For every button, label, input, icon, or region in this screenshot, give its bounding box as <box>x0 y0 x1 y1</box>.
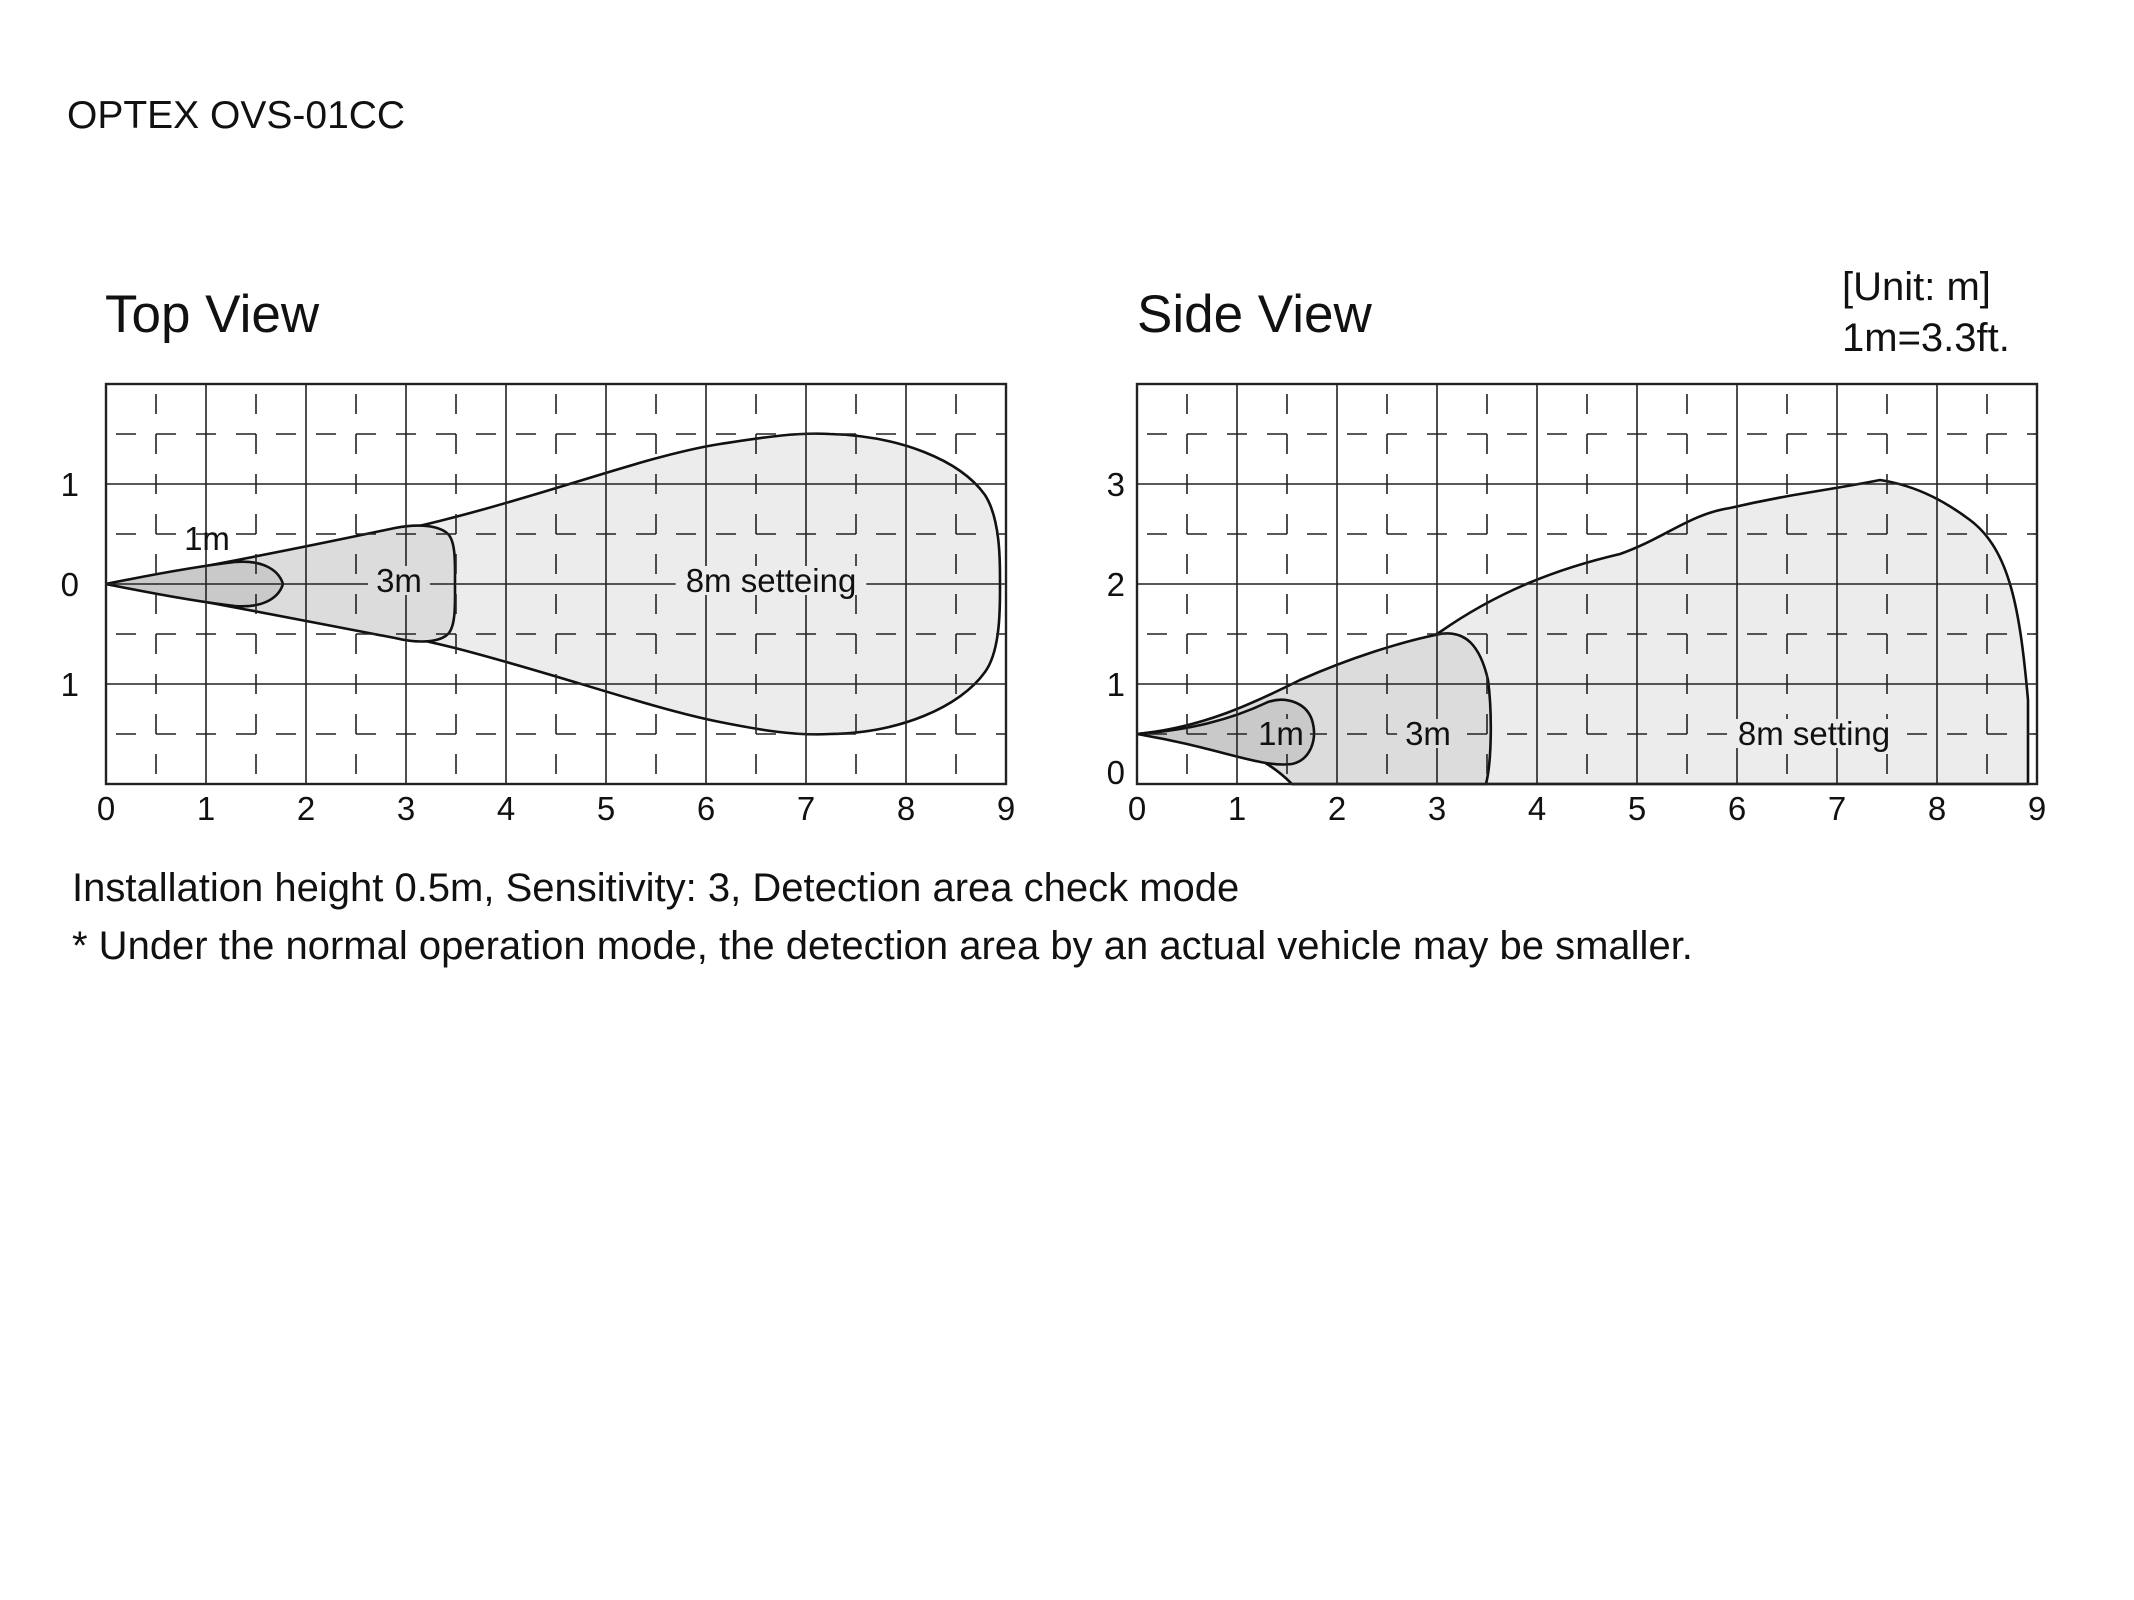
side-view-x-tick-9: 9 <box>2027 790 2047 827</box>
top-view-y-tick-0: 1 <box>60 466 79 503</box>
top-view-label-3m: 3m <box>376 562 422 599</box>
side-view-x-tick-3: 3 <box>1427 790 1447 827</box>
top-view-x-tick-9: 9 <box>996 790 1016 827</box>
disclaimer-note: * Under the normal operation mode, the detection area by an actual vehicle may be smaller. <box>72 924 1693 968</box>
top-view-x-tick-3: 3 <box>396 790 416 827</box>
unit-label: [Unit: m] <box>1842 265 1991 309</box>
top-view-x-tick-7: 7 <box>796 790 816 827</box>
side-view-x-tick-0: 0 <box>1127 790 1147 827</box>
side-view-x-tick-7: 7 <box>1827 790 1847 827</box>
side-view-label-1m: 1m <box>1258 715 1304 752</box>
side-view-x-tick-2: 2 <box>1327 790 1347 827</box>
side-view-x-tick-5: 5 <box>1627 790 1647 827</box>
top-view-panel <box>61 384 1016 827</box>
top-view-x-tick-1: 1 <box>196 790 216 827</box>
side-view-label-8m: 8m setting <box>1737 715 1891 752</box>
top-view-y-tick-1: 0 <box>60 566 79 603</box>
side-view-x-tick-8: 8 <box>1927 790 1947 827</box>
side-view-y-tick-2: 1 <box>1106 666 1125 703</box>
top-view-title: Top View <box>105 285 320 344</box>
side-view-x-tick-1: 1 <box>1227 790 1247 827</box>
side-view-panel <box>1107 384 2047 827</box>
top-view-x-tick-8: 8 <box>896 790 916 827</box>
side-view-y-tick-0: 3 <box>1106 466 1125 503</box>
document-title: OPTEX OVS-01CC <box>67 94 406 137</box>
top-view-x-tick-4: 4 <box>496 790 516 827</box>
top-view-x-tick-5: 5 <box>596 790 616 827</box>
side-view-x-tick-6: 6 <box>1727 790 1747 827</box>
top-view-x-tick-6: 6 <box>696 790 716 827</box>
top-view-label-1m: 1m <box>184 520 230 557</box>
side-view-title: Side View <box>1137 285 1372 344</box>
side-view-label-3m: 3m <box>1405 715 1451 752</box>
top-view-y-tick-2: 1 <box>60 666 79 703</box>
side-view-y-tick-3: 0 <box>1106 754 1125 791</box>
top-view-x-tick-2: 2 <box>296 790 316 827</box>
installation-conditions-note: Installation height 0.5m, Sensitivity: 3, Detection area check mode <box>72 866 1240 910</box>
side-view-x-tick-4: 4 <box>1527 790 1547 827</box>
unit-conversion-label: 1m=3.3ft. <box>1842 316 2010 360</box>
top-view-x-tick-0: 0 <box>96 790 116 827</box>
top-view-label-8m: 8m setteing <box>685 562 857 599</box>
side-view-y-tick-1: 2 <box>1106 566 1125 603</box>
